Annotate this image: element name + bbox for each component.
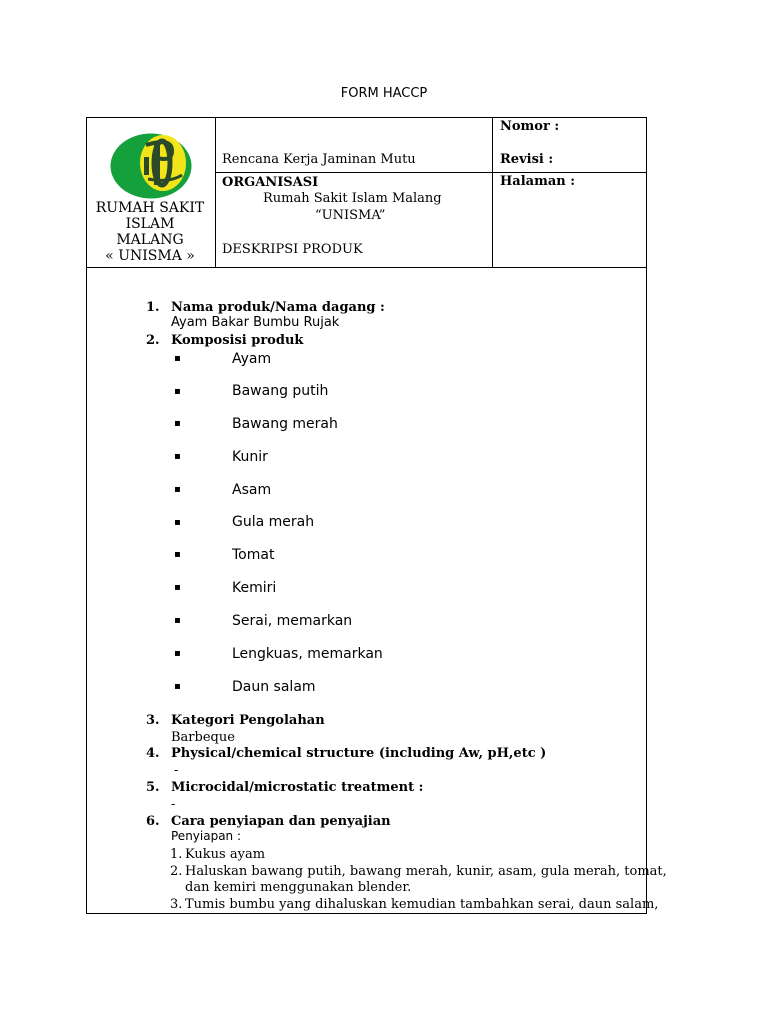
table-border-left: [86, 117, 87, 914]
bullet-icon: ▪: [174, 418, 181, 429]
step-text: Tumis bumbu yang dihaluskan kemudian tambahkan serai, daun salam,: [185, 897, 659, 912]
header-border-bottom: [86, 267, 647, 268]
step-number: 2.: [170, 864, 183, 879]
bullet-icon: ▪: [174, 549, 181, 560]
table-border-right: [646, 117, 647, 914]
composition-item: Asam: [232, 482, 272, 498]
composition-item: Ayam: [232, 351, 272, 367]
section-label: Kategori Pengolahan: [171, 713, 325, 728]
section-value: Barbeque: [171, 730, 235, 745]
step-number: 1.: [170, 847, 183, 862]
bullet-icon: ▪: [174, 582, 181, 593]
composition-item: Tomat: [232, 547, 275, 563]
table-border-bottom: [86, 913, 647, 914]
section-number: 2.: [146, 333, 160, 348]
section-label: Microcidal/microstatic treatment :: [171, 780, 424, 795]
bullet-icon: ▪: [174, 517, 181, 528]
halaman-field: Halaman :: [500, 174, 576, 189]
plan-title: Rencana Kerja Jaminan Mutu: [222, 152, 416, 167]
bullet-icon: ▪: [174, 648, 181, 659]
header-col-divider-2: [492, 117, 493, 268]
section-value: -: [171, 797, 176, 812]
section-number: 4.: [146, 746, 160, 761]
step-text: Kukus ayam: [185, 847, 266, 862]
hospital-name-line: « UNISMA »: [105, 248, 195, 264]
bullet-icon: ▪: [174, 451, 181, 462]
hospital-name-line: ISLAM: [125, 216, 175, 232]
composition-item: Bawang putih: [232, 383, 329, 399]
bullet-icon: ▪: [174, 353, 181, 364]
composition-item: Kunir: [232, 449, 268, 465]
bullet-icon: ▪: [174, 681, 181, 692]
composition-item: Lengkuas, memarkan: [232, 646, 383, 662]
bullet-icon: ▪: [174, 615, 181, 626]
composition-item: Daun salam: [232, 679, 316, 695]
section-label: Physical/chemical structure (including Aw, pH,etc ): [171, 746, 547, 761]
deskripsi-produk-title: DESKRIPSI PRODUK: [222, 242, 363, 257]
step-number: 3.: [170, 897, 183, 912]
header-row-divider: [215, 172, 647, 173]
composition-item: Bawang merah: [232, 416, 338, 432]
composition-item: Serai, memarkan: [232, 613, 353, 629]
hospital-name-line: RUMAH SAKIT: [95, 200, 205, 216]
organisasi-name: Rumah Sakit Islam Malang: [263, 191, 442, 206]
section-label: Cara penyiapan dan penyajian: [171, 814, 391, 829]
hospital-logo: [110, 133, 192, 199]
section-value: -: [174, 763, 179, 778]
hospital-name: [88, 200, 212, 264]
composition-item: Kemiri: [232, 580, 277, 596]
preparation-subtitle: Penyiapan :: [171, 829, 242, 843]
step-text: Haluskan bawang putih, bawang merah, kunir, asam, gula merah, tomat,: [185, 864, 667, 879]
bullet-icon: ▪: [174, 386, 181, 397]
step-text: dan kemiri menggunakan blender.: [185, 880, 412, 895]
section-label: Nama produk/Nama dagang :: [171, 300, 385, 315]
section-label: Komposisi produk: [171, 333, 304, 348]
product-name-value: Ayam Bakar Bumbu Rujak: [171, 315, 340, 330]
document-title: FORM HACCP: [340, 86, 428, 101]
composition-item: Gula merah: [232, 514, 315, 530]
header-col-divider-1: [215, 117, 216, 268]
section-number: 1.: [146, 300, 160, 315]
section-number: 5.: [146, 780, 160, 795]
section-number: 3.: [146, 713, 160, 728]
table-border-top: [86, 117, 647, 118]
section-number: 6.: [146, 814, 160, 829]
hospital-name-line: MALANG: [116, 232, 184, 248]
organisasi-alias: “UNISMA”: [315, 208, 386, 223]
organisasi-label: ORGANISASI: [222, 175, 319, 190]
bullet-icon: ▪: [174, 484, 181, 495]
nomor-field: Nomor :: [500, 119, 560, 134]
revisi-field: Revisi :: [500, 152, 554, 167]
